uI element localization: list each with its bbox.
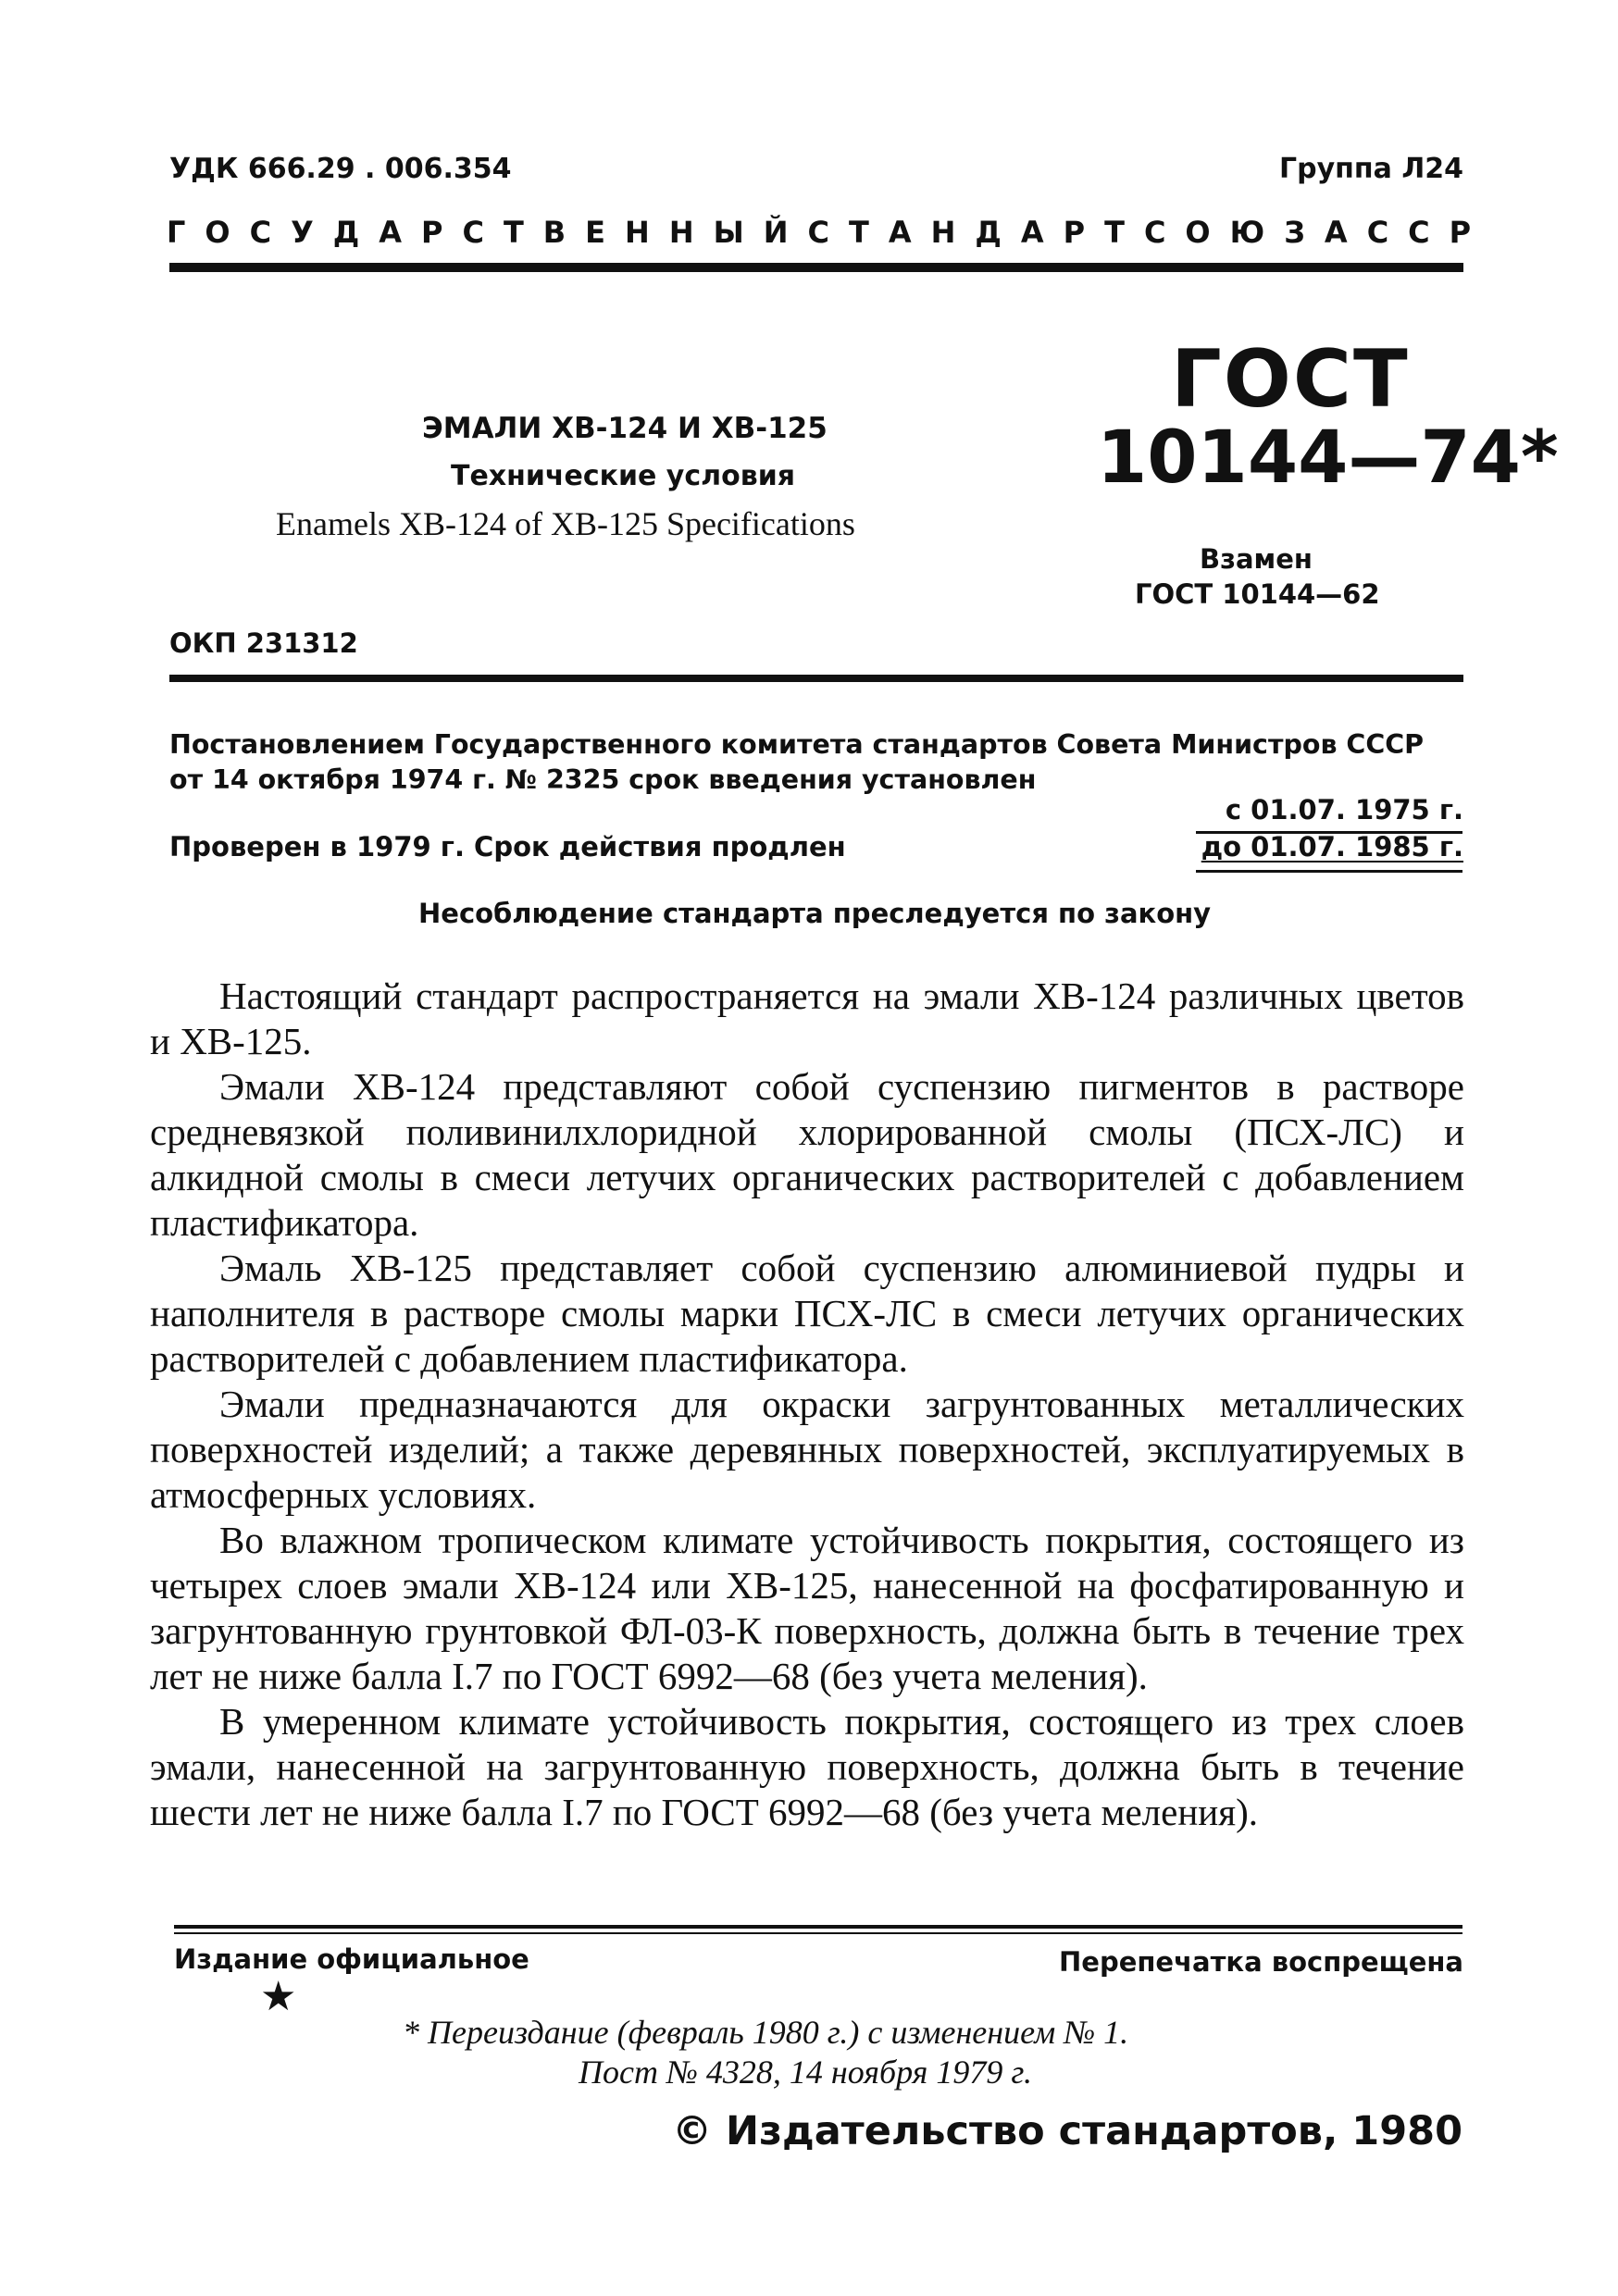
state-standard-word-2: СТАНДАРТ	[807, 215, 1144, 250]
body-paragraph-4: Эмали предназначаются для окраски загрунтованных металлических поверхностей изделий; а также деревянных поверхностей, эксплуатируемых в атмосферных условиях.	[150, 1383, 1464, 1516]
date-to: до 01.07. 1985 г.	[1201, 831, 1463, 863]
gost-label: ГОСТ	[1171, 333, 1410, 426]
official-edition-label: Издание официальное	[174, 1943, 529, 1975]
decree-text: Постановлением Государственного комитета стандартов Совета Министров СССР от 14 октября 1974 г. № 2325 срок введения установлен	[169, 729, 1425, 795]
state-standard-word-1: ГОСУДАРСТВЕННЫЙ	[167, 215, 808, 250]
body-paragraph-1: Настоящий стандарт распространяется на эмали ХВ-124 различных цветов и ХВ-125.	[150, 974, 1464, 1062]
body-paragraph-5: Во влажном тропическом климате устойчивость покрытия, состоящего из четырех слоев эмали ХВ-124 или ХВ-125, нанесенной на фосфатированную и загрунтованную грунтовкой ФЛ-03-К поверхность, должна быть в течение трех лет не ниже балла I.7 по ГОСТ 6992—68 (без учета меления).	[150, 1519, 1464, 1697]
body-text	[150, 974, 1464, 1835]
date-from: с 01.07. 1975 г.	[1225, 794, 1463, 825]
reprint-prohibited-label: Перепечатка воспрещена	[1059, 1946, 1463, 1978]
reissue-note-line-1: * Переиздание (февраль 1980 г.) с изменением № 1.	[403, 2014, 1129, 2051]
document-title: ЭМАЛИ ХВ-124 И ХВ-125	[422, 412, 828, 445]
udk-code: УДК 666.29 . 006.354	[169, 153, 512, 185]
publisher-copyright: © Издательство стандартов, 1980	[672, 2108, 1462, 2154]
replaces-label: Взамен	[1200, 543, 1313, 575]
group-code: Группа Л24	[1279, 153, 1463, 185]
date-to-underline	[1196, 870, 1462, 873]
state-standard-word-3: СОЮЗА	[1143, 215, 1367, 250]
reissue-note-line-2: Пост № 4328, 14 ноября 1979 г.	[579, 2054, 1032, 2091]
law-notice: Несоблюдение стандарта преследуется по закону	[418, 898, 1212, 929]
body-paragraph-6: В умеренном климате устойчивость покрытия, состоящего из трех слоев эмали, нанесенной на загрунтованную поверхность, должна быть в течение шести лет не ниже балла I.7 по ГОСТ 6992—68 (без учета меления).	[150, 1700, 1464, 1833]
document-subtitle: Технические условия	[451, 460, 795, 492]
document-title-english: Enamels XB-124 of XB-125 Specifications	[276, 505, 855, 542]
footer-divider	[174, 1925, 1462, 1929]
header-divider	[169, 263, 1463, 272]
title-divider	[169, 675, 1463, 682]
gost-number: 10144—74*	[1097, 416, 1559, 500]
footer-divider-thin	[174, 1932, 1462, 1934]
body-paragraph-2: Эмали ХВ-124 представляют собой суспензию пигментов в растворе средневязкой поливинилхлоридной хлорированной смолы (ПСХ-ЛС) и алкидной смолы в смеси летучих органических растворителей с добавлением пластификатора.	[150, 1065, 1464, 1244]
body-paragraph-3: Эмаль ХВ-125 представляет собой суспензию алюминиевой пудры и наполнителя в растворе смолы марки ПСХ-ЛС в смеси летучих органических растворителей с добавлением пластификатора.	[150, 1247, 1464, 1380]
okp-code: ОКП 231312	[169, 627, 358, 659]
state-standard-word-4: ССР	[1366, 215, 1491, 250]
checked-text: Проверен в 1979 г. Срок действия продлен	[169, 831, 846, 863]
star-icon: ★	[260, 1973, 297, 2020]
replaces-value: ГОСТ 10144—62	[1135, 578, 1380, 610]
state-standard-heading	[167, 215, 1491, 250]
